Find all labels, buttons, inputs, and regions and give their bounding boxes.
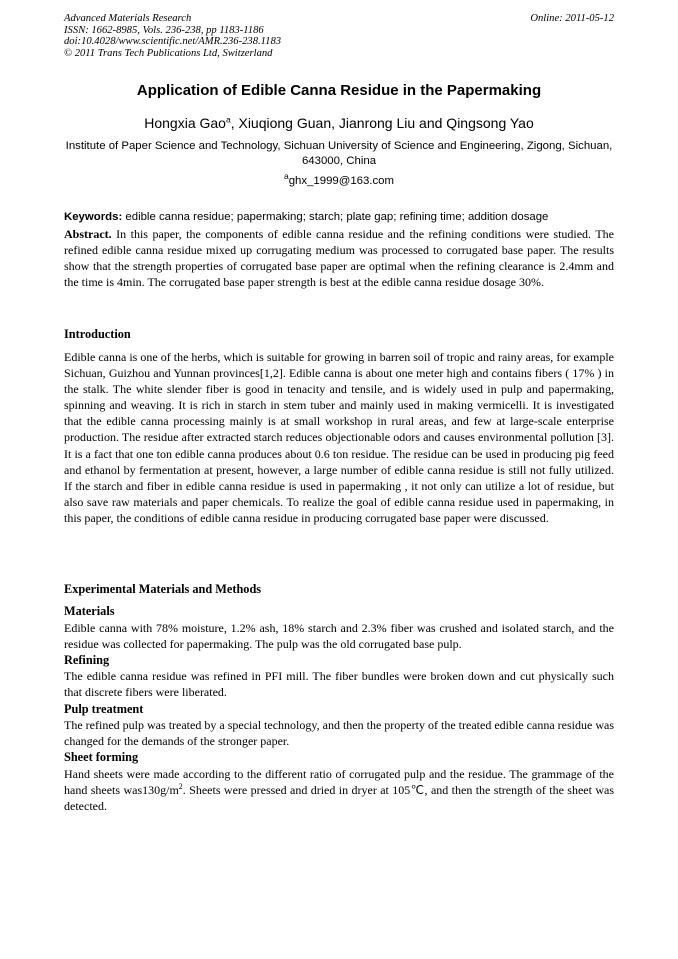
paper-title: Application of Edible Canna Residue in the Papermaking xyxy=(136,82,542,99)
abstract-text: In this paper, the components of edible canna residue and the refining conditions were studied. The refined edible canna residue mixed up corrugating medium was processed to corrugated base paper. The results show that the strength properties of corrugated base paper are optimal when the refining clearance is 2.4mm and the time is 4min. The corrugated base paper strength is best at the edible canna residue dosage 30%. xyxy=(64,227,614,290)
author-list xyxy=(0,114,678,132)
online-date: Online: 2011-05-12 xyxy=(530,13,614,24)
pulp-treatment-text: The refined pulp was treated by a special technology, and then the property of the treated edible canna residue was changed for the demands of the stronger paper. xyxy=(64,718,614,749)
issn-line: ISSN: 1662-8985, Vols. 236-238, pp 1183-1186 xyxy=(64,24,264,36)
section-heading-introduction: Introduction xyxy=(64,327,131,341)
author-email xyxy=(0,171,678,188)
doi-line: doi:10.4028/www.scientific.net/AMR.236-238.1183 xyxy=(64,36,282,48)
author-affil-mark: a xyxy=(225,114,231,125)
refining-text: The edible canna residue was refined in PFI mill. The fiber bundles were broken down and cut physically such that discrete fibers were liberated. xyxy=(64,669,614,700)
journal-name: Advanced Materials Research xyxy=(64,13,192,24)
journal-header xyxy=(64,13,281,59)
author-first: Hongxia Gao xyxy=(144,115,226,131)
sheet-forming-superscript: 2 xyxy=(178,782,183,792)
keywords-text: edible canna residue; papermaking; starch; plate gap; refining time; addition dosage xyxy=(122,211,549,223)
sheet-forming-text-part2: . Sheets were pressed and dried in dryer at 105℃, and then the strength of the sheet was detected. xyxy=(64,783,615,814)
subheading-pulp-treatment: Pulp treatment xyxy=(64,702,144,716)
materials-text: Edible canna with 78% moisture, 1.2% ash, 18% starch and 2.3% fiber was crushed and isolated starch, and the residue was collected for papermaking. The pulp was the old corrugated base pulp. xyxy=(64,621,614,652)
introduction-text: Edible canna is one of the herbs, which is suitable for growing in barren soil of tropic and rainy areas, for example Sichuan, Guizhou and Yunnan provinces[1,2]. Edible canna is about one meter high and contains fibers ( 17% ) in the stalk. The white slender fiber is good in tenacity and tensile, and is widely used in pulp and papermaking, spinning and weaving. It is rich in starch in stem tuber and mainly used in making vermicelli. It is investigated that the edible canna processing mainly is at small workshop in rural areas, and few at large-scale enterprise production. The residue after extracted starch reduces objectionable odors and causes environmental pollution [3]. It is a fact that one ton edible canna produces about 0.6 ton residue. The residue can be used in producing pig feed and ethanol by fermentation at present, however, a large number of edible canna residue is still not fully utilized. If the starch and fiber in edible canna residue is used in papermaking , it not only can utilize a lot of residue, but also save raw materials and paper chemicals. To realize the goal of edible canna residue used in papermaking, in this paper, the conditions of edible canna residue in producing corrugated base paper were discussed. xyxy=(64,350,614,525)
email-address: ghx_1999@163.com xyxy=(288,175,395,187)
subheading-refining: Refining xyxy=(64,653,110,667)
sheet-forming-text xyxy=(64,766,614,814)
email-mark: a xyxy=(283,171,289,182)
sheet-forming-text-part1: Hand sheets were made according to the different ratio of corrugated pulp and the residue. The grammage of the hand sheets was130g/m xyxy=(64,767,614,798)
abstract xyxy=(64,226,614,290)
affiliation: Institute of Paper Science and Technology, Sichuan University of Science and Engineering, Zigong, Sichuan, 643000, China xyxy=(65,140,613,167)
section-heading-methods: Experimental Materials and Methods xyxy=(64,582,262,596)
abstract-label: Abstract. xyxy=(64,227,112,241)
keywords-label: Keywords: xyxy=(64,211,123,223)
author-rest: , Xiuqiong Guan, Jianrong Liu and Qingsong Yao xyxy=(230,115,534,131)
subheading-materials: Materials xyxy=(64,604,115,618)
subheading-sheet-forming: Sheet forming xyxy=(64,750,139,764)
copyright-line: © 2011 Trans Tech Publications Ltd, Switzerland xyxy=(64,47,273,59)
keywords xyxy=(64,210,614,225)
